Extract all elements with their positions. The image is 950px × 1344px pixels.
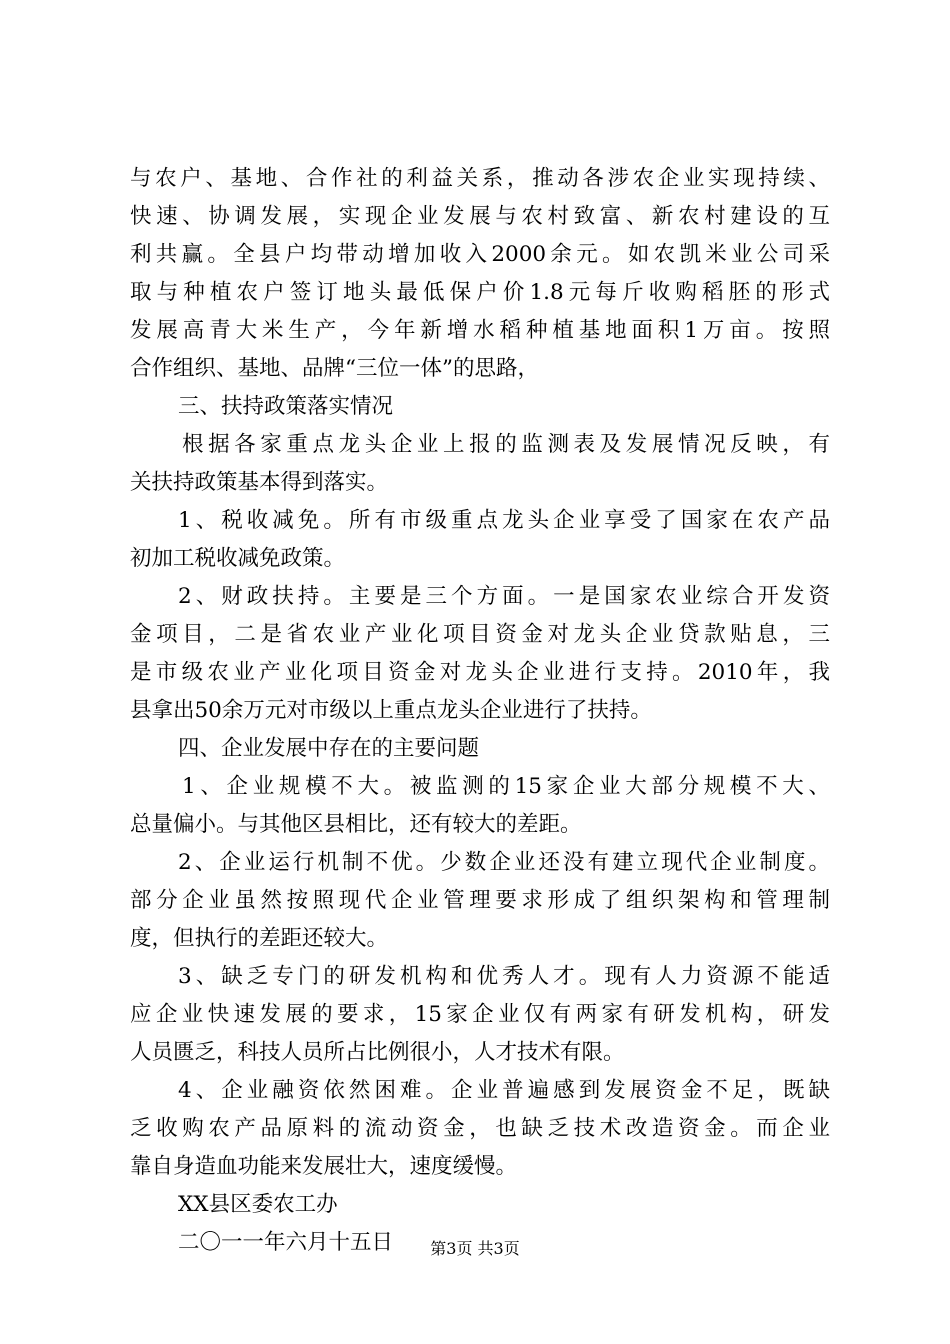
body-line: 根据各家重点龙头企业上报的监测表及发展情况反映，有 xyxy=(182,432,830,457)
body-line: 3、缺乏专门的研发机构和优秀人才。现有人力资源不能适 xyxy=(178,964,830,989)
body-line: 关扶持政策基本得到落实。 xyxy=(130,470,389,495)
body-line: 总量偏小。与其他区县相比，还有较大的差距。 xyxy=(130,812,582,837)
body-line: 初加工税收减免政策。 xyxy=(130,546,346,571)
section-heading: 四、企业发展中存在的主要问题 xyxy=(178,736,480,761)
signature-date: 二〇一一年六月十五日 xyxy=(178,1230,394,1255)
body-line: 1、企业规模不大。被监测的15家企业大部分规模不大、 xyxy=(182,774,830,799)
body-line: 合作组织、基地、品牌“三位一体”的思路， xyxy=(130,356,539,381)
body-line: 取与种植农户签订地头最低保户价1.8元每斤收购稻胚的形式 xyxy=(130,280,830,305)
body-line: 县拿出50余万元对市级以上重点龙头企业进行了扶持。 xyxy=(130,698,652,723)
body-line: 度，但执行的差距还较大。 xyxy=(130,926,389,951)
signature-organization: XX县区委农工办 xyxy=(178,1192,338,1217)
page-footer: 第3页 共3页 xyxy=(430,1239,520,1258)
body-line: 人员匮乏，科技人员所占比例很小，人才技术有限。 xyxy=(130,1040,625,1065)
body-line: 应企业快速发展的要求，15家企业仅有两家有研发机构，研发 xyxy=(130,1002,830,1027)
body-line: 乏收购农产品原料的流动资金，也缺乏技术改造资金。而企业 xyxy=(130,1116,830,1141)
body-line: 发展高青大米生产，今年新增水稻种植基地面积1万亩。按照 xyxy=(130,318,830,343)
body-line: 与农户、基地、合作社的利益关系，推动各涉农企业实现持续、 xyxy=(130,166,830,191)
body-line: 4、企业融资依然困难。企业普遍感到发展资金不足，既缺 xyxy=(178,1078,830,1103)
body-line: 金项目，二是省农业产业化项目资金对龙头企业贷款贴息，三 xyxy=(130,622,830,647)
body-line: 2、企业运行机制不优。少数企业还没有建立现代企业制度。 xyxy=(178,850,830,875)
section-heading: 三、扶持政策落实情况 xyxy=(178,394,394,419)
body-line: 部分企业虽然按照现代企业管理要求形成了组织架构和管理制 xyxy=(130,888,830,913)
body-line: 利共赢。全县户均带动增加收入2000余元。如农凯米业公司采 xyxy=(130,242,830,267)
body-line: 2、财政扶持。主要是三个方面。一是国家农业综合开发资 xyxy=(178,584,830,609)
document-body xyxy=(130,160,830,1262)
body-line: 快速、协调发展，实现企业发展与农村致富、新农村建设的互 xyxy=(130,204,830,229)
body-line: 是市级农业产业化项目资金对龙头企业进行支持。2010年，我 xyxy=(130,660,830,685)
body-line: 1、税收减免。所有市级重点龙头企业享受了国家在农产品 xyxy=(178,508,830,533)
body-line: 靠自身造血功能来发展壮大，速度缓慢。 xyxy=(130,1154,518,1179)
